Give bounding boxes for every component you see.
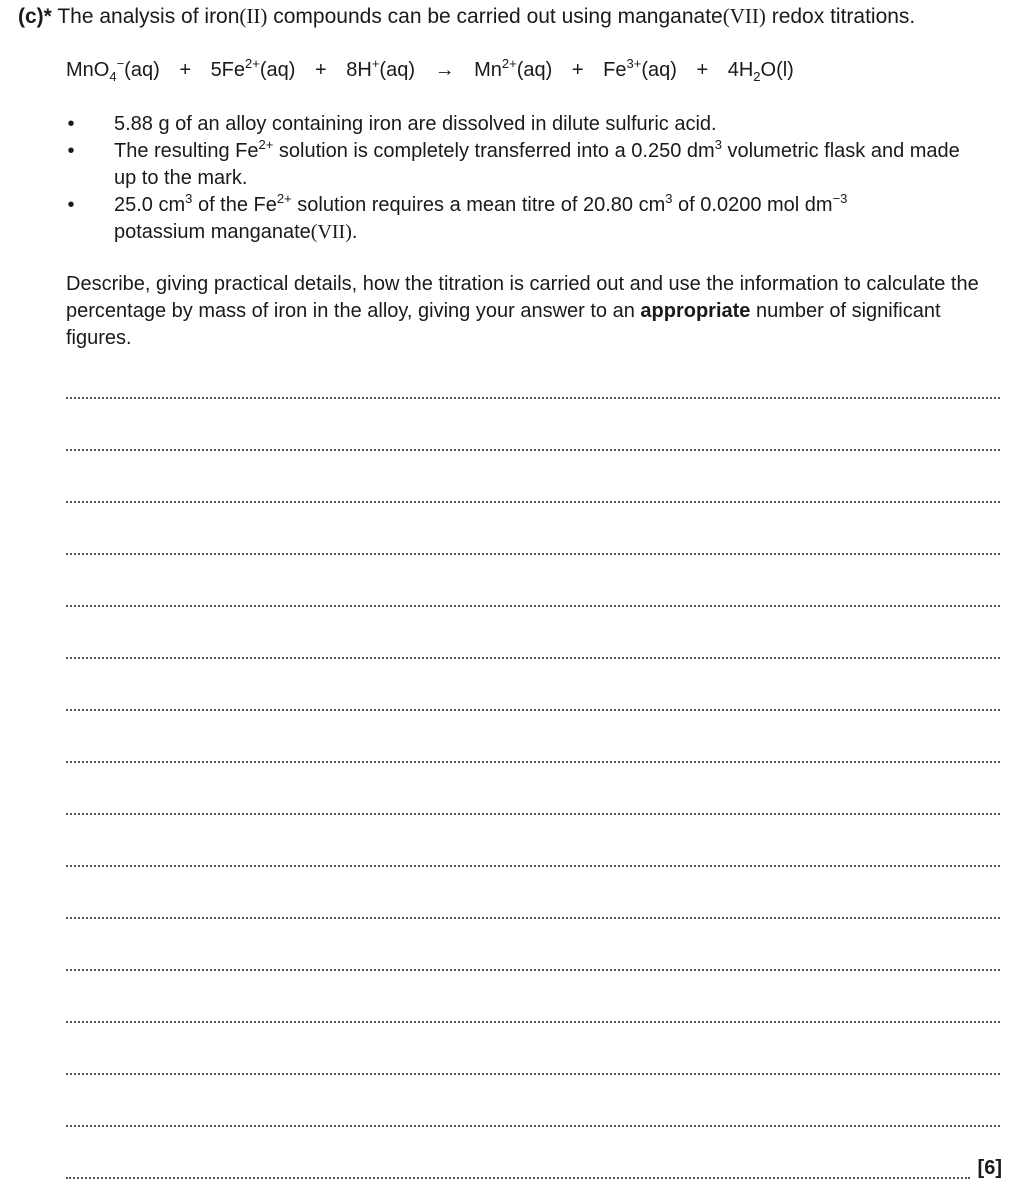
- eq-h: 8H: [346, 59, 372, 81]
- eq-fe2: 5Fe: [210, 59, 246, 81]
- bullet-3-roman: (VII): [310, 221, 352, 243]
- eq-mno4-sub: 4: [109, 69, 117, 84]
- bullet-text-1: 5.88 g of an alloy containing iron are dissolved in dilute sulfuric acid.: [114, 113, 717, 135]
- question-prompt: [66, 271, 996, 352]
- bullet-2-sup-b: 3: [714, 137, 722, 152]
- eq-aq-5: (aq): [641, 59, 677, 81]
- question-header: [18, 3, 915, 30]
- bullet-dot-icon: •: [67, 113, 75, 135]
- answer-line[interactable]: [66, 1073, 1000, 1075]
- eq-aq-2: (aq): [259, 59, 296, 81]
- bullet-2-text-b: solution is completely transferred into a 0.250 dm: [273, 140, 715, 162]
- bullet-2-sup-a: 2+: [258, 137, 274, 152]
- bullet-dot-icon: •: [67, 140, 75, 162]
- answer-line[interactable]: [66, 1177, 970, 1179]
- answer-line[interactable]: [66, 761, 1000, 763]
- bullet-dot-icon: •: [67, 194, 75, 216]
- intro-roman-2: (VII): [722, 4, 766, 28]
- eq-water-tail: O(l): [760, 59, 794, 81]
- marks-label: [6]: [977, 1157, 1002, 1179]
- eq-plus-2: +: [315, 59, 327, 81]
- bullet-3-text-a: 25.0 cm: [114, 194, 186, 216]
- answer-line[interactable]: [66, 397, 1000, 399]
- question-label: (c): [18, 5, 44, 28]
- eq-aq-4: (aq): [516, 59, 553, 81]
- bullet-3-text-e: potassium manganate: [114, 221, 311, 243]
- eq-fe3-sup: 3+: [626, 56, 642, 71]
- answer-line[interactable]: [66, 605, 1000, 607]
- bullet-3-sup-d: −3: [832, 191, 848, 206]
- bullet-3-sup-b: 2+: [276, 191, 292, 206]
- bullet-3-text-c: solution requires a mean titre of 20.80 cm: [291, 194, 666, 216]
- prompt-bold-word: appropriate: [640, 300, 751, 322]
- eq-mno4-sup: −: [116, 56, 125, 71]
- bullet-2-text-c: volumetric flask and made up to the mark.: [114, 140, 960, 189]
- eq-aq-3: (aq): [379, 59, 415, 81]
- eq-water: 4H: [727, 59, 754, 81]
- bullet-3-text-d: of 0.0200 mol dm: [672, 194, 833, 216]
- intro-text-3: redox titrations.: [771, 5, 916, 28]
- eq-plus-1: +: [179, 59, 191, 81]
- question-star: *: [43, 5, 52, 28]
- eq-mno4: MnO: [66, 59, 110, 81]
- answer-line[interactable]: [66, 917, 1000, 919]
- intro-text-1: The analysis of iron: [57, 5, 240, 28]
- answer-line[interactable]: [66, 969, 1000, 971]
- eq-plus-4: +: [696, 59, 709, 81]
- prompt-text-b: number of significant figures.: [66, 300, 941, 349]
- bullet-3-sup-a: 3: [185, 191, 193, 206]
- eq-mn2: Mn: [474, 59, 502, 81]
- answer-line[interactable]: [66, 865, 1000, 867]
- answer-line[interactable]: [66, 657, 1000, 659]
- eq-fe3: Fe: [603, 59, 627, 81]
- eq-water-sub: 2: [753, 69, 761, 84]
- prompt-text-a: Describe, giving practical details, how the titration is carried out and use the information to calculate the percentage by mass of iron in the alloy, giving your answer to an: [66, 273, 979, 322]
- answer-line[interactable]: [66, 813, 1000, 815]
- answer-line[interactable]: [66, 1125, 1000, 1127]
- bullet-item-2: [66, 138, 986, 192]
- answer-line[interactable]: [66, 449, 1000, 451]
- answer-line[interactable]: [66, 1021, 1000, 1023]
- answer-line[interactable]: [66, 553, 1000, 555]
- answer-line[interactable]: [66, 501, 1000, 503]
- bullet-3-end: .: [351, 221, 358, 243]
- intro-roman-1: (II): [239, 4, 268, 28]
- answer-line[interactable]: [66, 709, 1000, 711]
- info-bullet-list: [66, 111, 986, 246]
- bullet-2-text-a: The resulting Fe: [114, 140, 259, 162]
- bullet-item-1: [66, 111, 986, 138]
- eq-arrow: →: [434, 59, 455, 81]
- redox-equation: [66, 57, 794, 83]
- eq-plus-3: +: [571, 59, 584, 81]
- eq-aq-1: (aq): [124, 59, 160, 81]
- eq-fe2-sup: 2+: [245, 56, 260, 71]
- bullet-item-3: [66, 192, 986, 246]
- bullet-3-sup-c: 3: [665, 191, 673, 206]
- bullet-3-text-b: of the Fe: [192, 194, 277, 216]
- eq-mn2-sup: 2+: [501, 56, 517, 71]
- intro-text-2: compounds can be carried out using manganate: [273, 5, 723, 28]
- eq-h-sup: +: [371, 56, 380, 71]
